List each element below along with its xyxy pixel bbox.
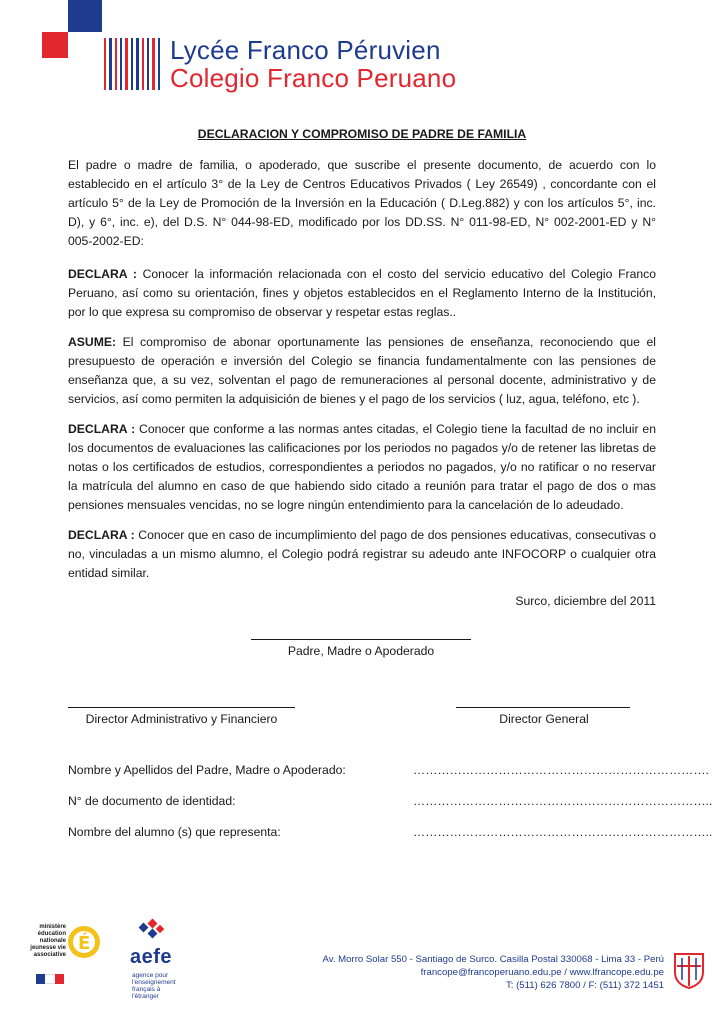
logo-stripes-graphic bbox=[104, 38, 160, 90]
signature-line-director-admin bbox=[68, 707, 295, 708]
ministere-e-emblem-icon bbox=[64, 920, 102, 960]
french-flag-icon bbox=[36, 974, 64, 984]
logo-name-french: Lycée Franco Péruvien bbox=[170, 35, 441, 65]
logo-blue-square bbox=[68, 0, 102, 32]
aefe-wordmark: aefe bbox=[130, 946, 173, 968]
field-label-student-name: Nombre del alumno (s) que representa: bbox=[68, 825, 281, 839]
aefe-subtitle: agence pour l'enseignement français à l'étranger bbox=[132, 972, 176, 1000]
paragraph-text: Conocer la información relacionada con el costo del servicio educativo del Colegio Franco Peruano, así como su orientación, fines y objetos establecidos en el Reglamento Interno de la Institución, por lo que expresa su compromiso de observar y respetar estas reglas.. bbox=[68, 267, 656, 319]
asume-paragraph bbox=[68, 333, 656, 409]
keyword-declara: DECLARA : bbox=[68, 267, 137, 281]
field-label-parent-name: Nombre y Apellidos del Padre, Madre o Apoderado: bbox=[68, 763, 346, 777]
school-logo bbox=[170, 36, 456, 92]
document-date: Surco, diciembre del 2011 bbox=[515, 594, 656, 608]
keyword-declara: DECLARA : bbox=[68, 422, 136, 436]
keyword-asume: ASUME: bbox=[68, 335, 117, 349]
aefe-emblem-icon bbox=[136, 916, 166, 944]
field-blank-parent-name[interactable]: ………………………………………………………………. bbox=[413, 763, 709, 777]
intro-paragraph bbox=[68, 156, 656, 251]
paragraph-text: Conocer que en caso de incumplimiento del pago de dos pensiones educativas, consecutivas o no, vinculadas a un mismo alumno, el Colegio podrá registrar su adeudo ante INFOCORP o cualquier otra entidad similar. bbox=[68, 528, 656, 580]
logo-squares-graphic bbox=[42, 0, 102, 64]
signature-label-parent: Padre, Madre o Apoderado bbox=[287, 644, 435, 658]
signature-line-director-general bbox=[456, 707, 630, 708]
keyword-declara: DECLARA : bbox=[68, 528, 135, 542]
declara-paragraph-2 bbox=[68, 420, 656, 515]
logo-name-spanish: Colegio Franco Peruano bbox=[170, 63, 457, 93]
aefe-logo bbox=[128, 916, 188, 1000]
footer-address-line: Av. Morro Solar 550 - Santiago de Surco. Casilla Postal 330068 - Lima 33 - Perú bbox=[322, 954, 664, 965]
intro-text: El padre o madre de familia, o apoderado, que suscribe el presente documento, de acuerdo con lo establecido en el artículo 3° de la Ley de Centros Educativos Privados ( Ley 26549) , concordante con el artículo 5° de la Ley de Promoción de la Inversión en la Educación ( D.Leg.882) y con los artículos 5°, inc. D), y 6°, inc. e), del D.S. N° 044-98-ED, modificado por los DD.SS. N° 011-98-ED, N° 002-2001-ED y N° 005-2002-ED: bbox=[68, 158, 656, 248]
document-title: DECLARACION Y COMPROMISO DE PADRE DE FAMILIA bbox=[197, 127, 527, 141]
declara-paragraph-1 bbox=[68, 265, 656, 322]
signature-label-director-general: Director General bbox=[499, 712, 589, 726]
field-blank-id-number[interactable]: ……………………………………………………………….. bbox=[413, 794, 713, 808]
footer-phone-fax: T: (511) 626 7800 / F: (511) 372 1451 bbox=[505, 980, 664, 991]
ministere-logo bbox=[28, 918, 100, 992]
svg-text:É: É bbox=[78, 933, 91, 954]
ministere-logo-text: ministère éducation nationale jeunesse vie associative bbox=[30, 924, 66, 958]
logo-red-square bbox=[42, 32, 68, 58]
footer-email-web: francope@francoperuano.edu.pe / www.lfrancope.edu.pe bbox=[420, 967, 664, 978]
field-blank-student-name[interactable]: ……………………………………………………………….. bbox=[413, 825, 713, 839]
field-label-id-number: N° de documento de identidad: bbox=[68, 794, 236, 808]
signature-line-parent bbox=[251, 639, 471, 640]
signature-label-director-admin: Director Administrativo y Financiero bbox=[85, 712, 278, 726]
declara-paragraph-3 bbox=[68, 526, 656, 583]
footer-contact bbox=[323, 953, 664, 992]
school-crest-icon bbox=[672, 950, 706, 990]
paragraph-text: El compromiso de abonar oportunamente las pensiones de enseñanza, reconociendo que el presupuesto de operación e inversión del Colegio se financia fundamentalmente con las pensiones de enseñanza que, a su vez, solventan el pago de remuneraciones al personal docente, administrativo y de servicios, así como permiten la adquisición de bienes y el pago de los servicios ( luz, agua, teléfono, etc ). bbox=[68, 335, 656, 406]
paragraph-text: Conocer que conforme a las normas antes citadas, el Colegio tiene la facultad de no incluir en los documentos de evaluaciones las calificaciones por los periodos no pagados y/o de retener las libretas de notas o los certificados de estudios, correspondientes a periodos no pagados, y/o no ratificar o no reservar la matrícula del alumno en caso de que habiendo sido citado a reunión para tratar el pago de dos o mas pensiones mensuales vencidas, no se logre ningún entendimiento para la cancelación de lo adeudado. bbox=[68, 422, 656, 512]
